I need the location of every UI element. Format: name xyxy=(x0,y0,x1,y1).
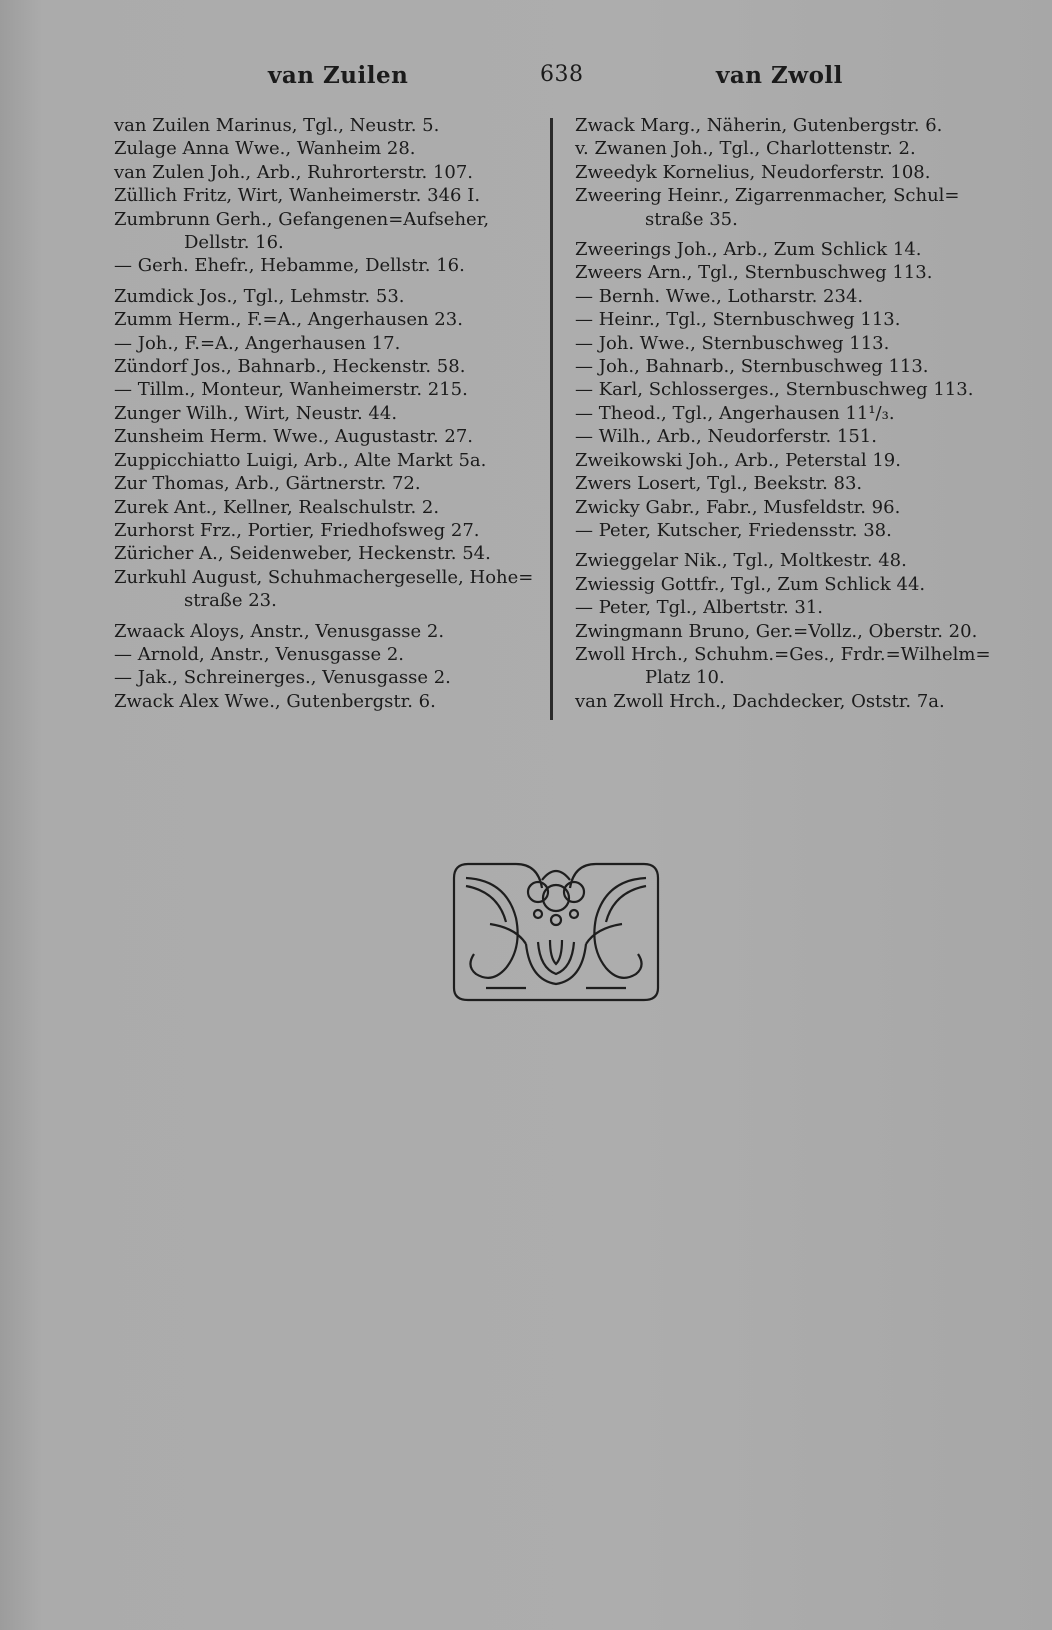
directory-entry: Zweikowski Joh., Arb., Peterstal 19. xyxy=(575,449,901,471)
directory-entry: — Peter, Kutscher, Friedensstr. 38. xyxy=(575,519,892,541)
directory-entry: Zulage Anna Wwe., Wanheim 28. xyxy=(114,138,416,160)
directory-entry: Zwingmann Bruno, Ger.=Vollz., Oberstr. 20. xyxy=(575,620,978,642)
left-column xyxy=(114,114,534,713)
directory-entry: Züricher A., Seidenweber, Heckenstr. 54. xyxy=(114,543,491,565)
directory-entry: v. Zwanen Joh., Tgl., Charlottenstr. 2. xyxy=(575,138,916,160)
directory-entry: Züllich Fritz, Wirt, Wanheimerstr. 346 I. xyxy=(114,185,481,207)
directory-entry: Zumbrunn Gerh., Gefangenen=Aufseher, xyxy=(114,208,490,230)
directory-entry: — Wilh., Arb., Neudorferstr. 151. xyxy=(575,426,877,448)
directory-entry: Zweedyk Kornelius, Neudorferstr. 108. xyxy=(575,161,931,183)
directory-entry: Zurhorst Frz., Portier, Friedhofsweg 27. xyxy=(114,519,480,541)
header-left-keyword: van Zuilen xyxy=(268,62,409,89)
entry-continuation: straße 35. xyxy=(645,208,738,230)
directory-entry: Zur Thomas, Arb., Gärtnerstr. 72. xyxy=(114,473,421,495)
entry-continuation: Dellstr. 16. xyxy=(184,232,284,254)
directory-entry: van Zwoll Hrch., Dachdecker, Oststr. 7a. xyxy=(575,690,945,712)
directory-entry: Zweering Heinr., Zigarrenmacher, Schul= xyxy=(575,185,960,207)
directory-entry: Zweers Arn., Tgl., Sternbuschweg 113. xyxy=(575,262,933,284)
directory-entry: — Peter, Tgl., Albertstr. 31. xyxy=(575,597,824,619)
directory-entry: Zumdick Jos., Tgl., Lehmstr. 53. xyxy=(114,285,405,307)
directory-entry: Zunsheim Herm. Wwe., Augustastr. 27. xyxy=(114,426,473,448)
directory-entry: — Bernh. Wwe., Lotharstr. 234. xyxy=(575,285,864,307)
directory-entry: Zurek Ant., Kellner, Realschulstr. 2. xyxy=(114,496,440,518)
directory-entry: Zwaack Aloys, Anstr., Venusgasse 2. xyxy=(114,620,445,642)
running-header xyxy=(0,62,1052,96)
directory-entry: — Arnold, Anstr., Venusgasse 2. xyxy=(114,643,405,665)
entry-continuation: Platz 10. xyxy=(645,667,725,689)
directory-entry: Zwack Alex Wwe., Gutenbergstr. 6. xyxy=(114,690,436,712)
column-divider xyxy=(550,118,553,720)
directory-entry: — Joh., Bahnarb., Sternbuschweg 113. xyxy=(575,356,929,378)
directory-entry: van Zuilen Marinus, Tgl., Neustr. 5. xyxy=(114,115,440,136)
directory-entry: Zunger Wilh., Wirt, Neustr. 44. xyxy=(114,402,398,424)
directory-entry: — Joh. Wwe., Sternbuschweg 113. xyxy=(575,332,890,354)
header-right-keyword: van Zwoll xyxy=(716,62,843,89)
directory-entry: — Heinr., Tgl., Sternbuschweg 113. xyxy=(575,309,901,331)
directory-entry: Zurkuhl August, Schuhmachergeselle, Hohe= xyxy=(114,566,534,588)
right-column xyxy=(575,114,1015,713)
directory-entry: Zwicky Gabr., Fabr., Musfeldstr. 96. xyxy=(575,496,901,518)
directory-entry: — Theod., Tgl., Angerhausen 11¹/₃. xyxy=(575,402,895,424)
directory-entry: Zwieggelar Nik., Tgl., Moltkestr. 48. xyxy=(575,550,907,572)
directory-entry: Zwiessig Gottfr., Tgl., Zum Schlick 44. xyxy=(575,573,926,595)
directory-entry: Zuppicchiatto Luigi, Arb., Alte Markt 5a. xyxy=(114,449,487,471)
directory-entry: Zweerings Joh., Arb., Zum Schlick 14. xyxy=(575,239,922,261)
page-number: 638 xyxy=(540,62,584,87)
directory-entry: Zwoll Hrch., Schuhm.=Ges., Frdr.=Wilhelm= xyxy=(575,643,991,665)
directory-entry: — Joh., F.=A., Angerhausen 17. xyxy=(114,332,401,354)
directory-entry: Zündorf Jos., Bahnarb., Heckenstr. 58. xyxy=(114,356,466,378)
directory-entry: — Tillm., Monteur, Wanheimerstr. 215. xyxy=(114,379,468,401)
directory-entry: Zwack Marg., Näherin, Gutenbergstr. 6. xyxy=(575,115,943,136)
directory-entry: Zumm Herm., F.=A., Angerhausen 23. xyxy=(114,309,463,331)
entry-continuation: straße 23. xyxy=(184,590,277,612)
directory-entry: — Jak., Schreinerges., Venusgasse 2. xyxy=(114,667,451,689)
directory-entry: van Zulen Joh., Arb., Ruhrorterstr. 107. xyxy=(114,161,474,183)
directory-entry: — Gerh. Ehefr., Hebamme, Dellstr. 16. xyxy=(114,255,465,277)
directory-entry: — Karl, Schlosserges., Sternbuschweg 113. xyxy=(575,379,974,401)
directory-entry: Zwers Losert, Tgl., Beekstr. 83. xyxy=(575,473,863,495)
art-nouveau-tulip-ornament-icon xyxy=(446,858,666,1006)
